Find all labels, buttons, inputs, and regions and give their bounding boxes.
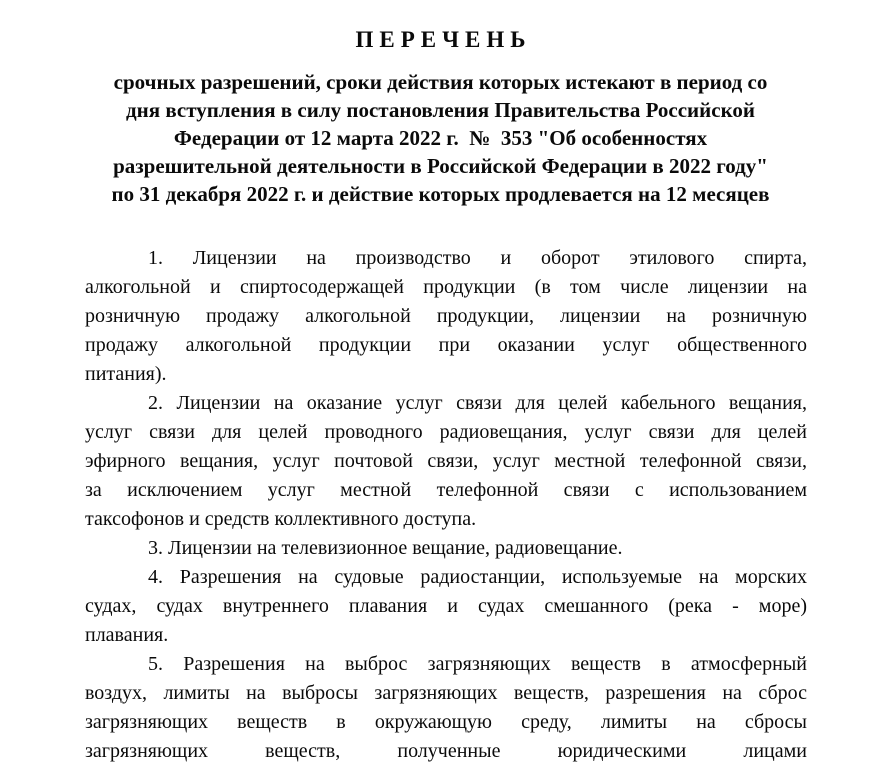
body-text-line: питания). xyxy=(85,363,167,385)
body-text-line: розничную продажу алкогольной продукции, лицензии на розничную xyxy=(85,305,807,327)
body-text-line: 4. Разрешения на судовые радиостанции, используемые на морских xyxy=(148,566,807,588)
body-text-line: загрязняющих веществ в окружающую среду, лимиты на сбросы xyxy=(85,711,807,733)
document-body xyxy=(85,244,807,766)
paragraph xyxy=(85,534,807,563)
body-text-line: воздух, лимиты на выбросы загрязняющих веществ, разрешения на сброс xyxy=(85,682,807,704)
body-text-line: эфирного вещания, услуг почтовой связи, услуг местной телефонной связи, xyxy=(85,450,807,472)
paragraph xyxy=(85,563,807,650)
subtitle-line: разрешительной деятельности в Российской Федерации в 2022 году" xyxy=(113,154,768,178)
body-text-line: 5. Разрешения на выброс загрязняющих веществ в атмосферный xyxy=(148,653,807,675)
body-text-line: за исключением услуг местной телефонной связи с использованием xyxy=(85,479,807,501)
paragraph xyxy=(85,389,807,534)
body-text-line: судах, судах внутреннего плавания и судах смешанного (река - море) xyxy=(85,595,807,617)
subtitle-line: по 31 декабря 2022 г. и действие которых продлевается на 12 месяцев xyxy=(111,182,770,206)
document-title: ПЕРЕЧЕНЬ xyxy=(355,27,532,52)
body-text-line: 3. Лицензии на телевизионное вещание, радиовещание. xyxy=(148,537,623,559)
paragraph xyxy=(85,244,807,389)
subtitle-line: Федерации от 12 марта 2022 г. № 353 "Об особенностях xyxy=(173,126,708,150)
body-text-line: продажу алкогольной продукции при оказании услуг общественного xyxy=(85,334,807,356)
paragraph xyxy=(85,650,807,766)
body-text-line: 1. Лицензии на производство и оборот этилового спирта, xyxy=(148,247,807,269)
subtitle-line: дня вступления в силу постановления Правительства Российской xyxy=(126,98,755,122)
subtitle-line: срочных разрешений, сроки действия которых истекают в период со xyxy=(113,70,768,94)
body-text-line: таксофонов и средств коллективного доступа. xyxy=(85,508,477,530)
body-text-line: плавания. xyxy=(85,624,169,646)
body-text-line: загрязняющих веществ, полученные юридическими лицами xyxy=(85,740,807,762)
body-text-line: 2. Лицензии на оказание услуг связи для целей кабельного вещания, xyxy=(148,392,807,414)
body-text-line: услуг связи для целей проводного радиовещания, услуг связи для целей xyxy=(85,421,807,443)
body-text-line: алкогольной и спиртосодержащей продукции (в том числе лицензии на xyxy=(85,276,807,298)
document-subtitle xyxy=(41,68,841,208)
